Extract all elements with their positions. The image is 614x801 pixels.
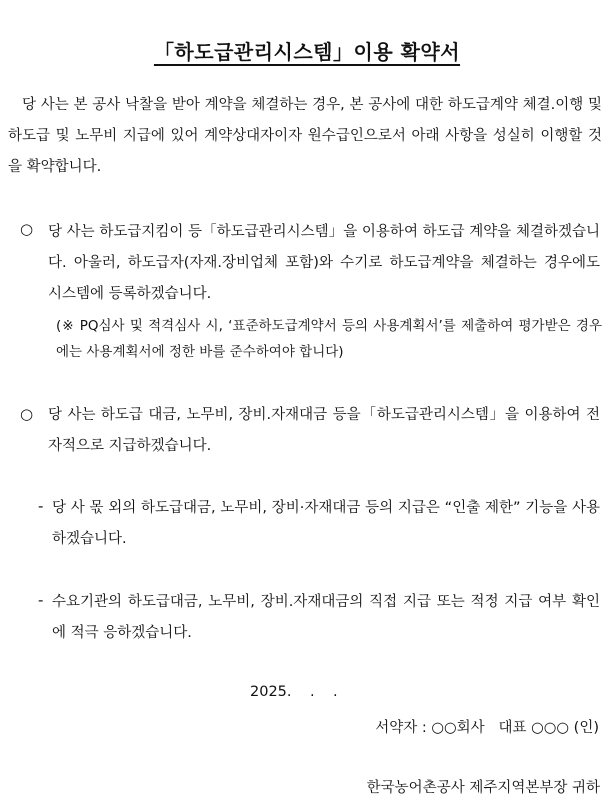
pledge-item-1: 당 사는 하도급지킴이 등「하도급관리시스템」을 이용하여 하도급 계약을 체결하겠습니다. 아울러, 하도급자(자재.장비업체 포함)와 수기로 하도급계약을 체결하는 경우에도 시스템에 등록하겠습니다. [48, 224, 600, 302]
pledge-item-1-note: (※ PQ심사 및 적격심사 시, ‘표준하도급계약서 등의 사용계획서’를 제출하여 평가받은 경우에는 사용계획서에 정한 바를 준수하여야 합니다) [56, 318, 602, 360]
sub-item-2: 수요기관의 하도급대금, 노무비, 장비.자재대금의 직접 지급 또는 적정 지급 여부 확인에 적극 응하겠습니다. [52, 594, 600, 641]
signer-line: 서약자 : ○○회사 대표 ○○○ (인) [375, 720, 599, 736]
addressee-line: 한국농어촌공사 제주지역본부장 귀하 [366, 780, 600, 796]
sub-item-1: 당 사 몫 외의 하도급대금, 노무비, 장비·자재대금 등의 지급은 “인출 제한” 기능을 사용하겠습니다. [52, 500, 600, 547]
bullet-marker-1: ○ [20, 220, 34, 238]
document-title-text: 「하도급관리시스템」이용 확약서 [153, 40, 461, 64]
document-title [0, 36, 614, 65]
dash-marker-2: - [38, 591, 44, 609]
bullet-marker-2: ○ [20, 405, 34, 423]
dash-marker-1: - [38, 497, 44, 515]
pledge-item-2: 당 사는 하도급 대금, 노무비, 장비.자재대금 등을「하도급관리시스템」을 이용하여 전자적으로 지급하겠습니다. [48, 407, 600, 454]
date-line: 2025. . . [250, 684, 338, 700]
intro-paragraph: 당 사는 본 공사 낙찰을 받아 계약을 체결하는 경우, 본 공사에 대한 하도급계약 체결.이행 및 하도급 및 노무비 지급에 있어 계약상대자이자 원수급인으로서 아래 사항을 성실히 이행할 것을 확약합니다. [8, 97, 602, 175]
